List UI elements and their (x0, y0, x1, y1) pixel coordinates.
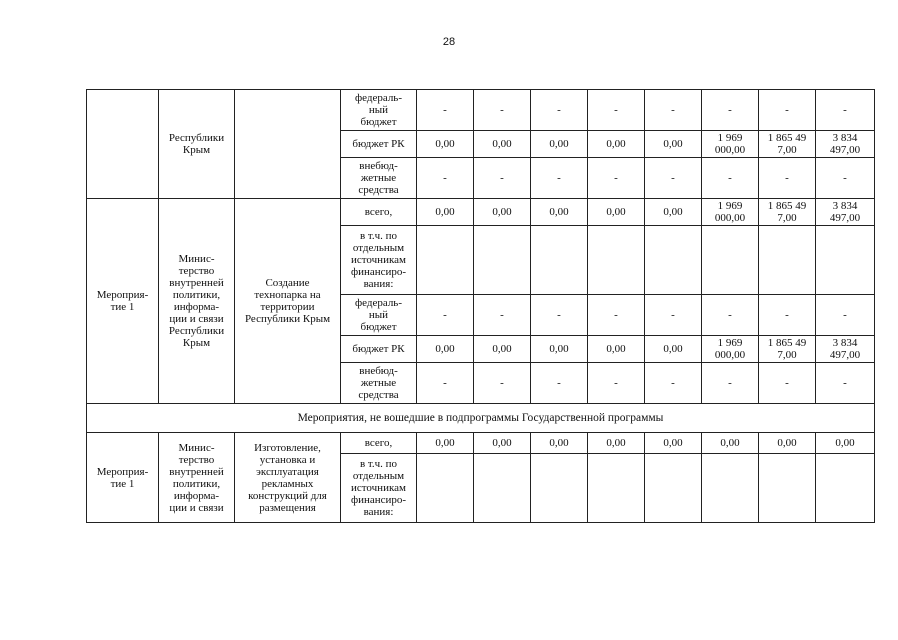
value-cell (702, 454, 759, 523)
value-cell: - (702, 363, 759, 404)
value-cell: - (588, 295, 645, 336)
value-cell: 0,00 (531, 131, 588, 158)
page-number: 28 (442, 36, 456, 48)
value-cell: 0,00 (417, 433, 474, 454)
source-cell: бюджет РК (341, 336, 417, 363)
value-cell (816, 454, 875, 523)
value-cell: - (759, 90, 816, 131)
value-cell (417, 454, 474, 523)
value-cell: - (816, 295, 875, 336)
value-cell: - (531, 90, 588, 131)
value-cell: 0,00 (417, 199, 474, 226)
value-cell: 0,00 (645, 336, 702, 363)
value-cell: 1 969 000,00 (702, 131, 759, 158)
value-cell (531, 226, 588, 295)
table-row (87, 199, 875, 226)
source-cell: всего, (341, 433, 417, 454)
value-cell: 0,00 (474, 336, 531, 363)
value-cell: 0,00 (588, 433, 645, 454)
value-cell: - (531, 158, 588, 199)
value-cell: 1 865 49 7,00 (759, 131, 816, 158)
value-cell: 0,00 (588, 336, 645, 363)
value-cell: 0,00 (759, 433, 816, 454)
measure-cell (87, 90, 159, 199)
value-cell: - (702, 90, 759, 131)
value-cell (645, 454, 702, 523)
value-cell (759, 454, 816, 523)
value-cell: - (588, 363, 645, 404)
value-cell: 0,00 (474, 433, 531, 454)
measure-cell: Мероприя- тие 1 (87, 433, 159, 523)
value-cell (531, 454, 588, 523)
value-cell: 0,00 (531, 336, 588, 363)
value-cell: 3 834 497,00 (816, 131, 875, 158)
source-cell: внебюд- жетные средства (341, 363, 417, 404)
value-cell: - (702, 158, 759, 199)
value-cell: 0,00 (645, 131, 702, 158)
source-cell: в т.ч. по отдельным источникам финансиро- вания: (341, 226, 417, 295)
value-cell (759, 226, 816, 295)
value-cell: - (759, 295, 816, 336)
value-cell (474, 226, 531, 295)
value-cell: - (588, 90, 645, 131)
value-cell: 0,00 (702, 433, 759, 454)
name-cell: Изготовление, установка и эксплуатация рекламных конструкций для размещения (235, 433, 341, 523)
value-cell (816, 226, 875, 295)
value-cell: - (417, 90, 474, 131)
section-title: Мероприятия, не вошедшие в подпрограммы Государственной программы (87, 404, 875, 433)
value-cell: - (474, 90, 531, 131)
value-cell: 0,00 (474, 131, 531, 158)
value-cell: 0,00 (645, 433, 702, 454)
section-row (87, 404, 875, 433)
value-cell: - (417, 363, 474, 404)
value-cell (417, 226, 474, 295)
value-cell: 1 865 49 7,00 (759, 199, 816, 226)
source-cell: в т.ч. по отдельным источникам финансиро- вания: (341, 454, 417, 523)
table-row (87, 90, 875, 131)
value-cell: 0,00 (816, 433, 875, 454)
value-cell (702, 226, 759, 295)
value-cell: - (645, 295, 702, 336)
source-cell: федераль- ный бюджет (341, 295, 417, 336)
value-cell: - (474, 158, 531, 199)
value-cell: 1 865 49 7,00 (759, 336, 816, 363)
value-cell: - (531, 295, 588, 336)
value-cell (474, 454, 531, 523)
executor-cell: Республики Крым (159, 90, 235, 199)
value-cell: - (645, 90, 702, 131)
name-cell (235, 90, 341, 199)
value-cell: 1 969 000,00 (702, 199, 759, 226)
value-cell: - (531, 363, 588, 404)
value-cell: - (702, 295, 759, 336)
value-cell: - (816, 90, 875, 131)
source-cell: бюджет РК (341, 131, 417, 158)
value-cell: - (759, 158, 816, 199)
value-cell: - (645, 158, 702, 199)
value-cell: 0,00 (531, 199, 588, 226)
value-cell: - (474, 295, 531, 336)
value-cell: - (588, 158, 645, 199)
measure-cell: Мероприя- тие 1 (87, 199, 159, 404)
value-cell: - (759, 363, 816, 404)
value-cell (645, 226, 702, 295)
value-cell: - (645, 363, 702, 404)
budget-table (86, 89, 875, 523)
value-cell: 1 969 000,00 (702, 336, 759, 363)
value-cell: 3 834 497,00 (816, 199, 875, 226)
value-cell: 0,00 (588, 131, 645, 158)
source-cell: внебюд- жетные средства (341, 158, 417, 199)
source-cell: всего, (341, 199, 417, 226)
value-cell: 0,00 (474, 199, 531, 226)
table-row (87, 433, 875, 454)
executor-cell: Минис- терство внутренней политики, информа- ции и связи Республики Крым (159, 199, 235, 404)
value-cell: 0,00 (417, 131, 474, 158)
name-cell: Создание технопарка на территории Республики Крым (235, 199, 341, 404)
value-cell: - (474, 363, 531, 404)
source-cell: федераль- ный бюджет (341, 90, 417, 131)
value-cell: 0,00 (417, 336, 474, 363)
value-cell (588, 226, 645, 295)
value-cell: - (417, 295, 474, 336)
value-cell: 0,00 (531, 433, 588, 454)
value-cell: 0,00 (588, 199, 645, 226)
executor-cell: Минис- терство внутренней политики, информа- ции и связи (159, 433, 235, 523)
value-cell: 3 834 497,00 (816, 336, 875, 363)
value-cell: 0,00 (645, 199, 702, 226)
value-cell: - (816, 158, 875, 199)
value-cell: - (816, 363, 875, 404)
value-cell: - (417, 158, 474, 199)
value-cell (588, 454, 645, 523)
